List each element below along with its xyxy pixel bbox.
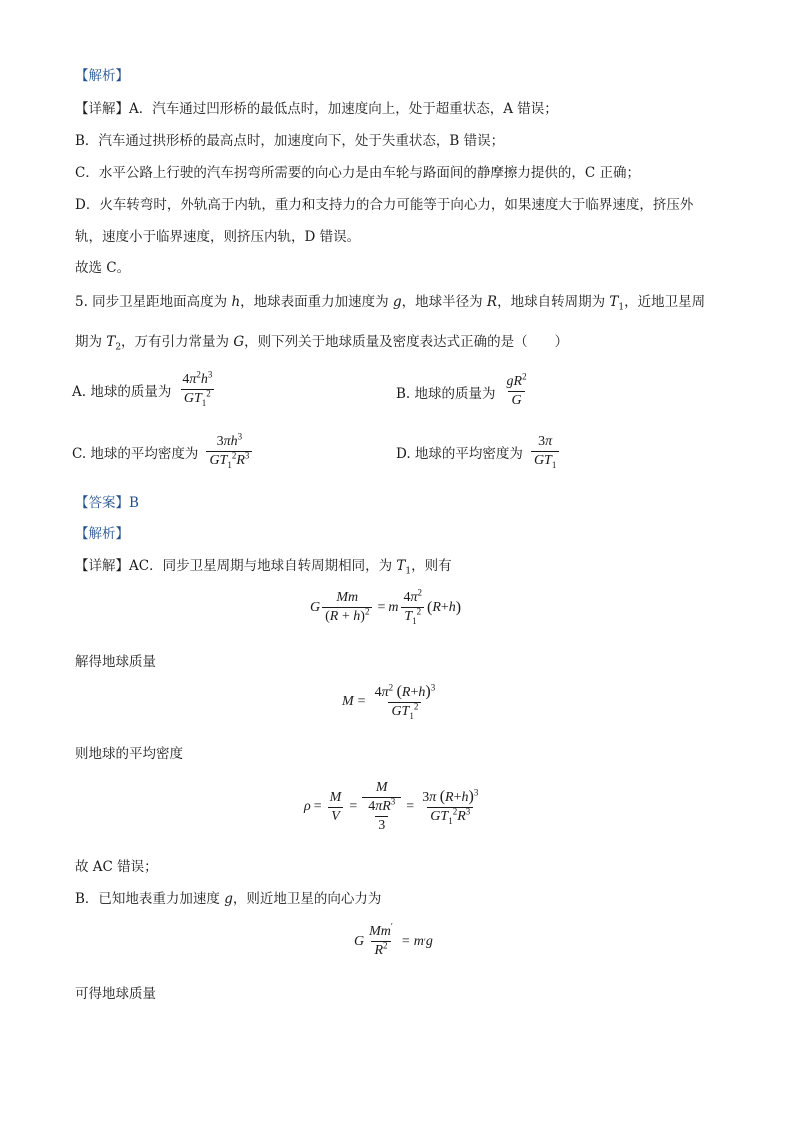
option-c: C. 地球的平均密度为 $\frac{3\pi h^3}{GT_1^2R^3}$	[72, 434, 254, 469]
ac-wrong: 故 AC 错误；	[75, 859, 158, 875]
option-a: A. 地球的质量为 $\frac{4\pi^2h^3}{GT_1^2}$	[72, 369, 213, 408]
analysis-heading-2: 【解析】	[75, 526, 129, 542]
get-mass-label: 可得地球质量	[75, 986, 156, 1002]
b-known: B．已知地表重力加速度 g，则近地卫星的向心力为	[75, 891, 382, 907]
equation-gravitation: G $\frac{Mm}{(R + h)^2}$ = m $\frac{4\pi^2}{T_1^2}$ ( R + h )	[310, 587, 462, 626]
answer-line: 【答案】B	[75, 495, 139, 511]
equation-near-satellite: G $\frac{Mm'}{R^2}$ = m ′ g	[354, 921, 433, 958]
detail-option-d-line2: 轨，速度小于临界速度，则挤压内轨，D 错误。	[75, 229, 361, 245]
question-line-2: 期为 $T_2$，万有引力常量为 G，则下列关于地球质量及密度表达式正确的是（ ）	[75, 334, 569, 353]
detail-option-b: B．汽车通过拱形桥的最高点时，加速度向下，处于失重状态，B 错误；	[75, 133, 505, 149]
option-d: D. 地球的平均密度为 $\frac{3\pi}{GT_1}$	[396, 434, 561, 469]
detail-ac: 【详解】AC．同步卫星周期与地球自转周期相同，为 $T_1$，则有	[75, 558, 452, 577]
choose-statement: 故选 C。	[75, 260, 131, 276]
detail-option-a: 【详解】A．汽车通过凹形桥的最低点时，加速度向上，处于超重状态，A 错误；	[75, 101, 558, 117]
option-b: B. 地球的质量为 $\frac{gR^2}{G}$	[396, 371, 527, 408]
equation-density: ρ = $\frac{M}{V}$ = $\frac{M}{\frac{4\pi R^3}{3}}$ = $\frac{3\pi (R+h)^3}{GT_1^2R^3}$	[304, 780, 479, 833]
question-line-1: 5. 同步卫星距地面高度为 h，地球表面重力加速度为 g，地球半径为 R，地球自转周期为 $T_1$，近地卫星周	[75, 294, 706, 313]
detail-option-c: C．水平公路上行驶的汽车拐弯所需要的向心力是由车轮与路面间的静摩擦力提供的，C 正确；	[75, 165, 640, 181]
avg-density-label: 则地球的平均密度	[75, 746, 183, 762]
analysis-heading: 【解析】	[75, 68, 129, 84]
detail-option-d-line1: D．火车转弯时，外轨高于内轨，重力和支持力的合力可能等于向心力，如果速度大于临界速度，挤压外	[75, 197, 694, 213]
equation-mass: M = $\frac{4\pi^2 (R+h)^3}{GT_1^2}$	[342, 682, 436, 721]
solve-mass-label: 解得地球质量	[75, 654, 156, 670]
